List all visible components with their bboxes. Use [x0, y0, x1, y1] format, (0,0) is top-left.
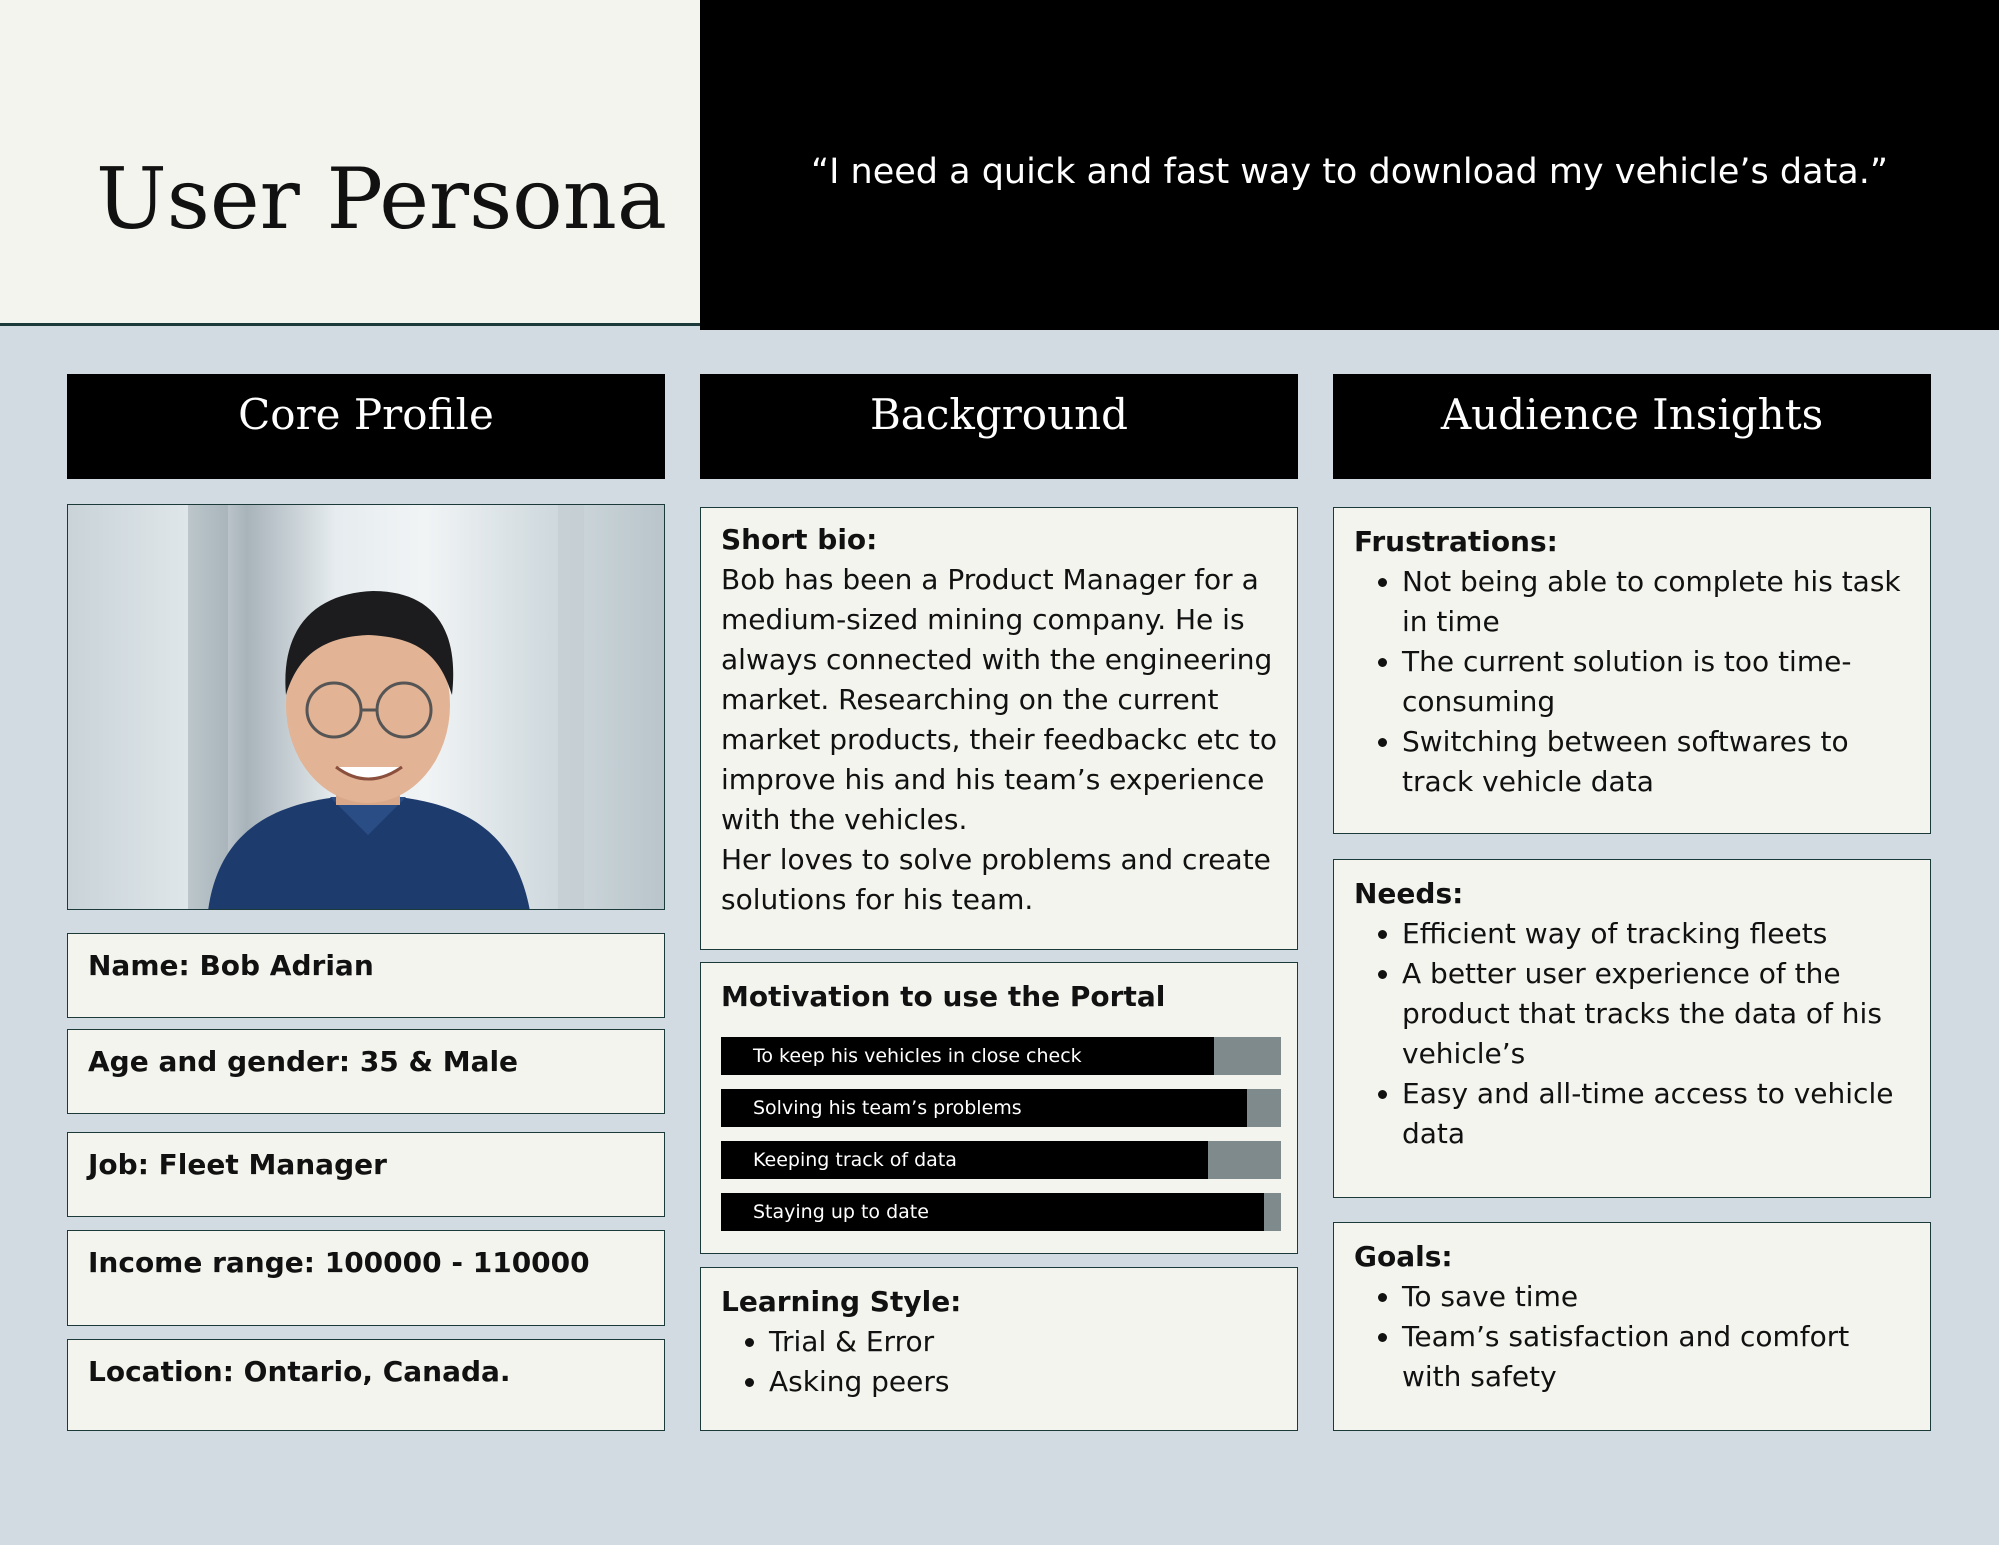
motivation-bar	[721, 1089, 1281, 1127]
motivation-bars	[721, 1037, 1281, 1245]
list-item: • Easy and all-time access to vehicle data	[1402, 1074, 1912, 1154]
motivation-bar-label: Staying up to date	[753, 1201, 929, 1223]
list-item: • Asking peers	[769, 1362, 1279, 1402]
motivation-bar-label: Solving his team’s problems	[753, 1097, 1022, 1119]
motivation-bar	[721, 1141, 1281, 1179]
short-bio-card	[700, 507, 1298, 950]
age-gender-card	[67, 1029, 665, 1114]
motivation-bar-label: To keep his vehicles in close check	[753, 1045, 1082, 1067]
goals-title: Goals:	[1354, 1240, 1453, 1273]
list-item: • Not being able to complete his task in time	[1402, 562, 1912, 642]
income-card	[67, 1230, 665, 1326]
job-card	[67, 1132, 665, 1217]
list-item: • Switching between softwares to track vehicle data	[1402, 722, 1912, 802]
motivation-title: Motivation to use the Portal	[721, 980, 1166, 1013]
frustrations-title: Frustrations:	[1354, 525, 1558, 558]
motivation-bar	[721, 1037, 1281, 1075]
core-profile-header: Core Profile	[67, 374, 665, 479]
learning-style-card	[700, 1267, 1298, 1431]
list-item: • A better user experience of the product that tracks the data of his vehicle’s	[1402, 954, 1912, 1074]
persona-portrait-illustration	[68, 505, 665, 910]
page-title: User Persona	[96, 150, 667, 248]
motivation-bar-label: Keeping track of data	[753, 1149, 957, 1171]
learning-style-title: Learning Style:	[721, 1285, 962, 1318]
list-item: • Team’s satisfaction and comfort with safety	[1402, 1317, 1912, 1397]
profile-age-gender: Age and gender: 35 & Male	[88, 1045, 519, 1078]
background-header: Background	[700, 374, 1298, 479]
name-card	[67, 933, 665, 1018]
list-item: • Efficient way of tracking fleets	[1402, 914, 1912, 954]
motivation-card	[700, 962, 1298, 1254]
short-bio-paragraph-2: Her loves to solve problems and create solutions for his team.	[721, 843, 1271, 916]
goals-card	[1333, 1222, 1931, 1431]
motivation-bar	[721, 1193, 1281, 1231]
persona-photo	[67, 504, 665, 910]
short-bio-title: Short bio:	[721, 523, 878, 556]
profile-job: Job: Fleet Manager	[88, 1148, 387, 1181]
header-title-panel	[0, 0, 700, 326]
frustrations-card	[1333, 507, 1931, 834]
profile-location: Location: Ontario, Canada.	[88, 1355, 511, 1388]
list-item: • Trial & Error	[769, 1322, 1279, 1362]
needs-title: Needs:	[1354, 877, 1464, 910]
short-bio-paragraph-1: Bob has been a Product Manager for a medium-sized mining company. He is always connected with the engineering market. Researching on the current market products, their feedbackc etc to improve his and his team’s experience with the vehicles.	[721, 563, 1278, 836]
list-item: • The current solution is too time-consuming	[1402, 642, 1912, 722]
audience-insights-header: Audience Insights	[1333, 374, 1931, 479]
location-card	[67, 1339, 665, 1431]
profile-income: Income range: 100000 - 110000	[88, 1246, 590, 1279]
persona-quote: “I need a quick and fast way to download my vehicle’s data.”	[810, 152, 1889, 192]
list-item: • To save time	[1402, 1277, 1912, 1317]
header-quote-panel	[700, 0, 1999, 330]
profile-name: Name: Bob Adrian	[88, 949, 374, 982]
needs-card	[1333, 859, 1931, 1198]
